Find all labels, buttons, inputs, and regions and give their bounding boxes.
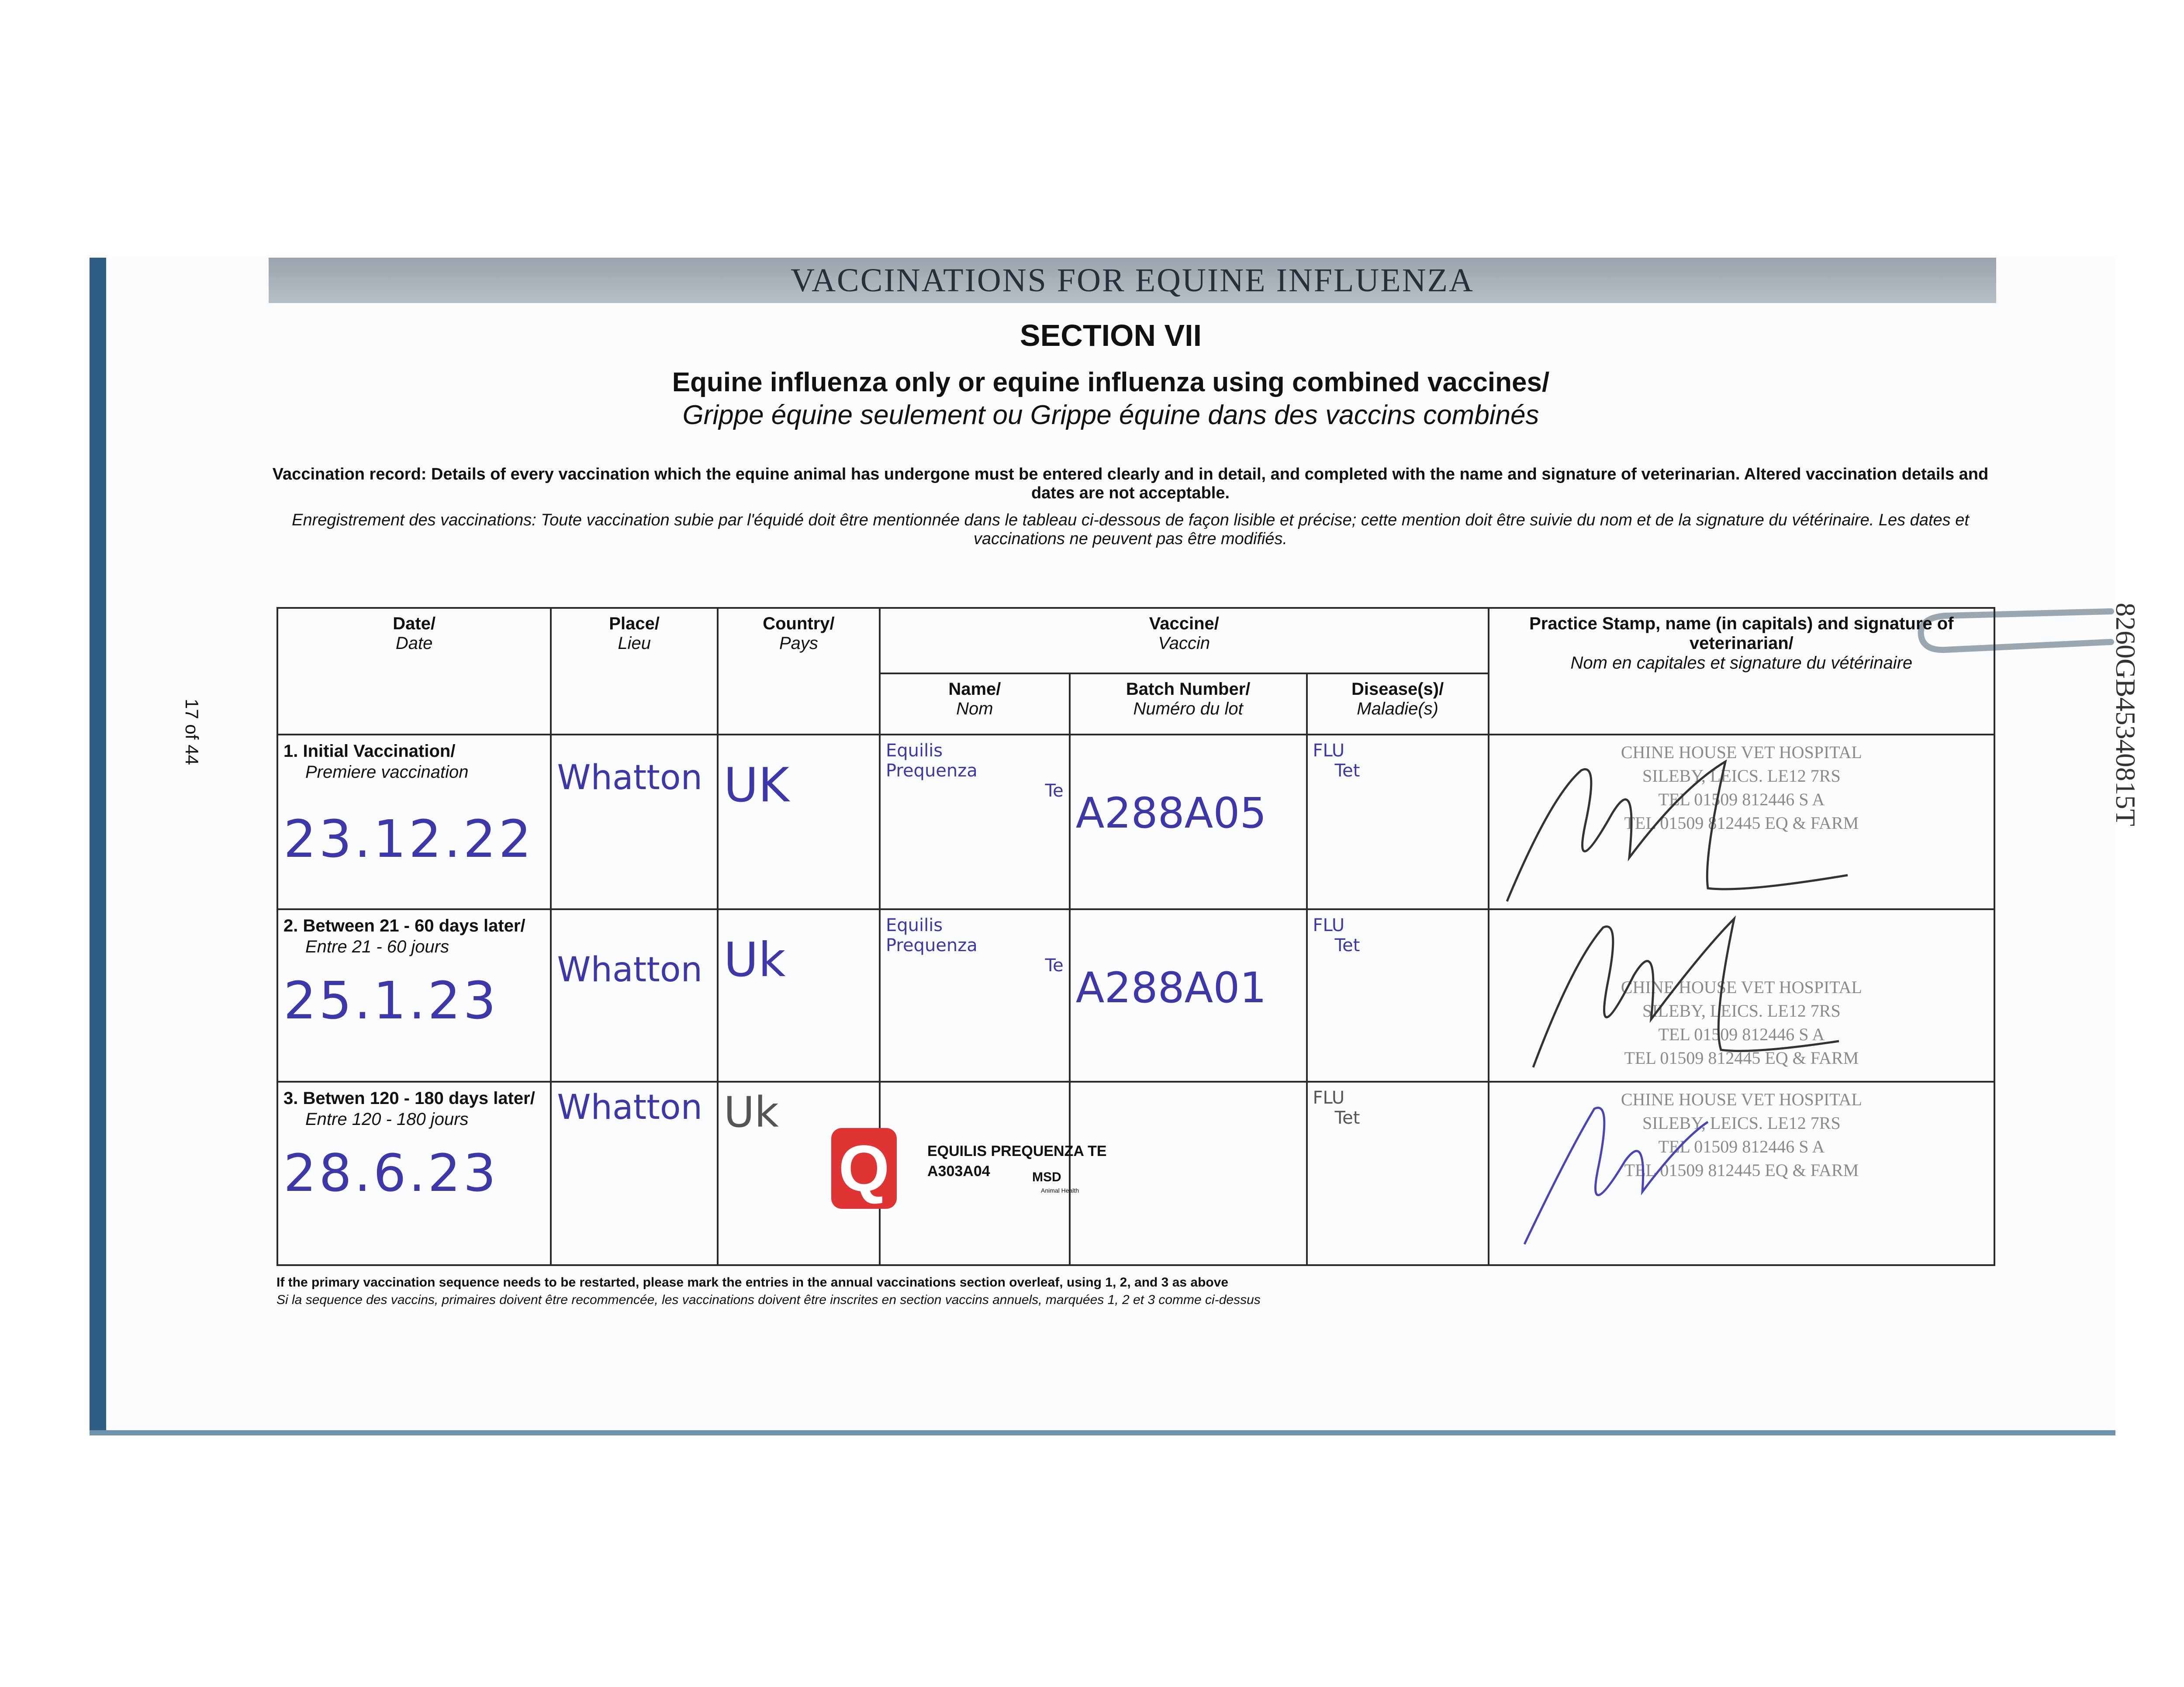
row-date: 23.12.22 bbox=[283, 809, 534, 869]
row-place: Whatton bbox=[557, 758, 703, 797]
row-batch: A288A05 bbox=[1075, 789, 1267, 838]
row-stamp: CHINE HOUSE VET HOSPITAL SILEBY, LEICS. LE12 7RS TEL 01509 812446 S A TEL 01509 812445 EQ & FARM bbox=[1489, 909, 1994, 1082]
header-country: Country/ Pays bbox=[718, 608, 880, 735]
row-country: Uk bbox=[723, 1088, 779, 1137]
header-date: Date/ Date bbox=[277, 608, 551, 735]
header-stamp: Practice Stamp, name (in capitals) and signature of veterinarian/ Nom en capitales et signature du vétérinaire bbox=[1489, 608, 1994, 735]
page-counter: 17 of 44 bbox=[182, 699, 202, 765]
row-vaccine-name: Equilis Prequenza Te bbox=[880, 735, 1070, 909]
passport-page bbox=[90, 258, 2141, 1430]
footer-english: If the primary vaccination sequence needs to be restarted, please mark the entries in the annual vaccinations section overleaf, using 1, 2, and 3 as above bbox=[276, 1275, 1229, 1290]
side-code: 8260GB45340815T bbox=[2110, 603, 2141, 826]
note-english: Vaccination record: Details of every vaccination which the equine animal has undergone must be entered clearly and in detail, and completed with the name and signature of veterinarian. Altered vaccination details and dates are not acceptable. bbox=[272, 465, 1989, 502]
row-label-fr: Entre 120 - 180 jours bbox=[305, 1110, 469, 1129]
header-name: Name/ Nom bbox=[880, 673, 1070, 735]
row-label: 2. Between 21 - 60 days later/ bbox=[283, 916, 525, 935]
row-stamp: CHINE HOUSE VET HOSPITAL SILEBY, LEICS. LE12 7RS TEL 01509 812446 S A TEL 01509 812445 EQ & FARM bbox=[1489, 1082, 1994, 1265]
row-date-cell bbox=[277, 909, 551, 1082]
row-date: 25.1.23 bbox=[283, 970, 499, 1031]
row-country: Uk bbox=[723, 933, 786, 987]
table-row bbox=[277, 909, 1994, 1082]
row-date-cell bbox=[277, 1082, 551, 1265]
row-disease: FLU Tet bbox=[1307, 1082, 1489, 1265]
row-label-fr: Premiere vaccination bbox=[305, 762, 469, 782]
row-label-fr: Entre 21 - 60 jours bbox=[305, 937, 449, 956]
row-place: Whatton bbox=[557, 950, 703, 990]
page-banner: VACCINATIONS FOR EQUINE INFLUENZA bbox=[269, 258, 1996, 303]
header-batch: Batch Number/ Numéro du lot bbox=[1070, 673, 1307, 735]
vaccine-product: EQUILIS PREQUENZA TE bbox=[927, 1143, 1107, 1160]
row-batch: A288A01 bbox=[1075, 963, 1267, 1012]
row-date: 28.6.23 bbox=[283, 1143, 499, 1203]
row-country: UK bbox=[723, 758, 789, 813]
signature-icon bbox=[1524, 910, 1874, 1080]
row-label: 1. Initial Vaccination/ bbox=[283, 742, 456, 761]
header-place: Place/ Lieu bbox=[551, 608, 718, 735]
row-disease: FLU Tet bbox=[1307, 909, 1489, 1082]
row-disease: FLU Tet bbox=[1307, 735, 1489, 909]
heading-english: Equine influenza only or equine influenza using combined vaccines/ bbox=[672, 367, 1550, 397]
vaccine-maker: MSD bbox=[1032, 1170, 1061, 1185]
section-title: SECTION VII bbox=[1019, 318, 1202, 352]
header-disease: Disease(s)/ Maladie(s) bbox=[1307, 673, 1489, 735]
row-label: 3. Betwen 120 - 180 days later/ bbox=[283, 1089, 535, 1108]
footer-french: Si la sequence des vaccins, primaires doivent être recommencée, les vaccinations doivent être inscrites en section vaccins annuels, marquées 1, 2 et 3 comme ci-dessus bbox=[276, 1293, 1261, 1307]
vaccine-batch: A303A04 bbox=[927, 1163, 990, 1180]
row-place: Whatton bbox=[557, 1088, 703, 1127]
row-vaccine-name: Equilis Prequenza Te bbox=[880, 909, 1070, 1082]
row-stamp: CHINE HOUSE VET HOSPITAL SILEBY, LEICS. LE12 7RS TEL 01509 812446 S A TEL 01509 812445 EQ & FARM bbox=[1489, 735, 1994, 909]
note-french: Enregistrement des vaccinations: Toute vaccination subie par l'équidé doit être mentionnée dans le tableau ci-dessous de façon lisible et précise; cette mention doit être suivie du nom et de la signature du vétérinaire. Les dates et vaccinations ne peuvent pas être modifiés. bbox=[292, 511, 1969, 548]
table-row bbox=[277, 735, 1994, 909]
vaccine-logo: Q bbox=[831, 1128, 897, 1209]
header-vaccine: Vaccine/ Vaccin bbox=[880, 608, 1489, 673]
row-date-cell bbox=[277, 735, 551, 909]
heading-french: Grippe équine seulement ou Grippe équine dans des vaccins combinés bbox=[682, 400, 1539, 430]
vaccine-sticker bbox=[831, 1129, 1146, 1207]
signature-icon bbox=[1498, 744, 1891, 910]
vaccine-maker-sub: Animal Health bbox=[1041, 1187, 1079, 1194]
signature-icon bbox=[1516, 1087, 1821, 1262]
